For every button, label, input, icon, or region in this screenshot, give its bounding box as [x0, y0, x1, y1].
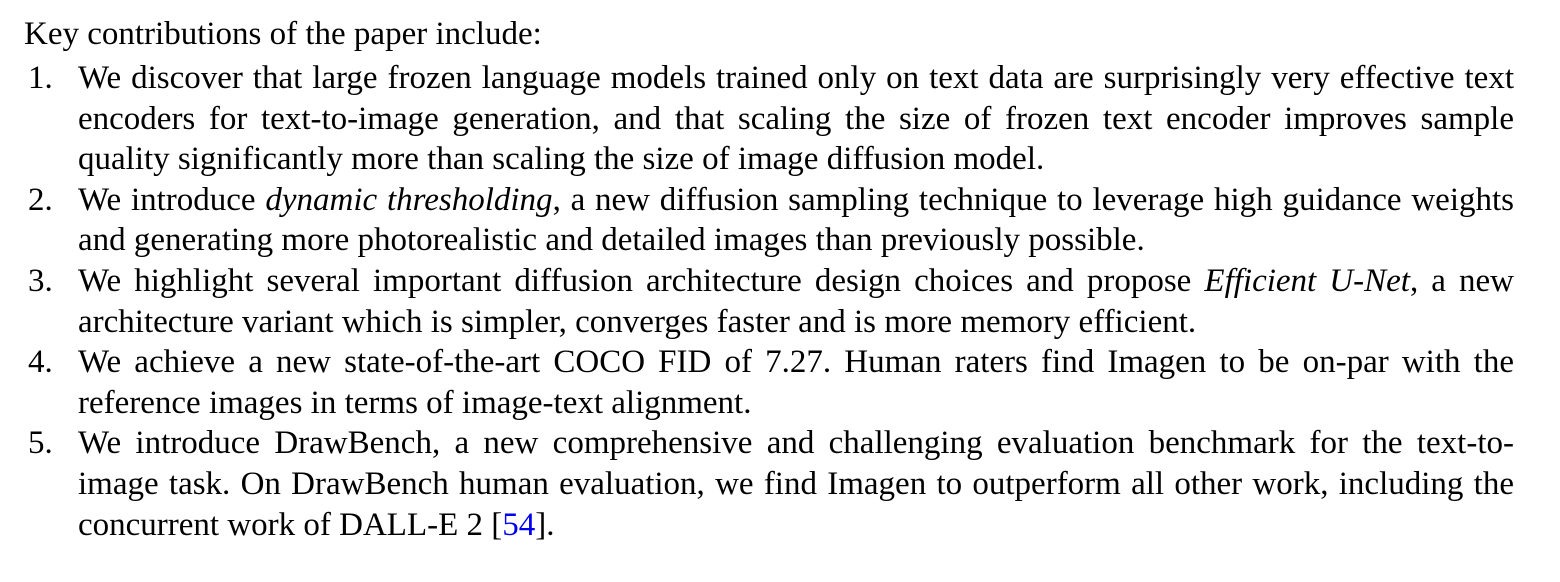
item-text-pre: We introduce DrawBench, a new comprehensive and challenging evaluation benchmark for the text-to-image task. On DrawBench human evaluation, we find Imagen to outperform all other work, including the concurrent work of DALL-E 2 [	[78, 425, 1514, 543]
item-number: 2.	[28, 181, 53, 218]
list-item	[24, 261, 1514, 342]
citation-link[interactable]: 54	[502, 506, 536, 543]
intro-sentence: Key contributions of the paper include:	[24, 16, 542, 52]
emphasized-term: dynamic thresholding	[265, 181, 553, 218]
list-item	[24, 423, 1514, 545]
item-number: 3.	[28, 262, 53, 299]
item-text-post: , a new architecture variant which is simpler, converges faster and is more memory efficient.	[78, 262, 1514, 340]
contributions-list	[24, 58, 1514, 545]
item-number: 4.	[28, 344, 53, 381]
contributions-section	[24, 14, 1514, 545]
item-text-post: , a new diffusion sampling technique to leverage high guidance weights and generating more photorealistic and detailed images than previously possible.	[78, 181, 1515, 259]
item-text-post: ].	[535, 506, 555, 543]
list-item	[24, 58, 1514, 180]
item-number: 5.	[28, 425, 53, 462]
item-text-pre: We highlight several important diffusion architecture design choices and propose	[78, 262, 1205, 299]
item-text: We discover that large frozen language models trained only on text data are surprisingly very effective text encoders for text-to-image generation, and that scaling the size of frozen text encoder improves sample quality significantly more than scaling the size of image diffusion model.	[78, 60, 1514, 178]
list-item	[24, 180, 1514, 261]
item-text-pre: We introduce	[78, 181, 266, 218]
item-text: We achieve a new state-of-the-art COCO FID of 7.27. Human raters find Imagen to be on-par with the reference images in terms of image-text alignment.	[78, 344, 1514, 421]
list-item	[24, 342, 1514, 423]
emphasized-term: Efficient U-Net	[1204, 262, 1410, 299]
item-number: 1.	[28, 60, 53, 96]
